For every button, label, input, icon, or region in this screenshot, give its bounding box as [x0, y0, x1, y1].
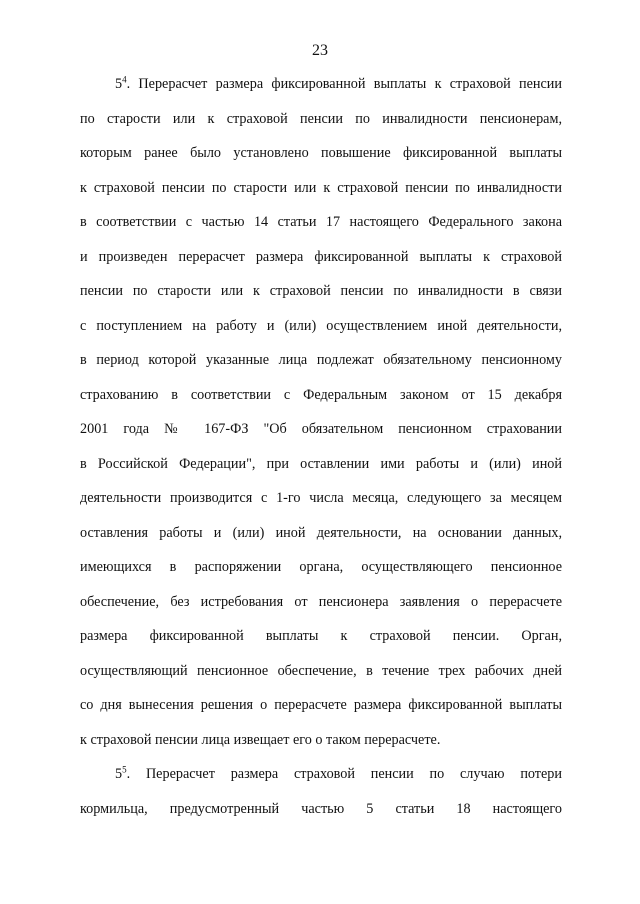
paragraph-1-line-16: обеспечение, без истребования от пенсионера заявления о перерасчете	[80, 593, 562, 610]
paragraph-1-line-20: к страховой пенсии лица извещает его о таком перерасчете.	[80, 731, 441, 748]
paragraph-2-line-1-text: . Перерасчет размера страховой пенсии по случаю потери	[126, 766, 562, 782]
paragraph-1-line-7: пенсии по старости или к страховой пенсии по инвалидности в связи	[80, 283, 562, 299]
paragraph-2-line-2: кормильца, предусмотренный частью 5 статьи 18 настоящего	[80, 800, 562, 817]
paragraph-1-line-12: в Российской Федерации", при оставлении ими работы и (или) иной	[80, 455, 562, 472]
paragraph-1-line-14: оставления работы и (или) иной деятельности, на основании данных,	[80, 524, 562, 541]
paragraph-1-line-1	[80, 74, 562, 109]
paragraph-1-marker: 5	[115, 76, 123, 92]
paragraph-1-line-9: в период которой указанные лица подлежат обязательному пенсионному	[80, 352, 562, 368]
document-body	[80, 74, 562, 833]
paragraph-1-line-18: осуществляющий пенсионное обеспечение, в течение трех рабочих дней	[80, 662, 562, 679]
paragraph-1-line-6: и произведен перерасчет размера фиксированной выплаты к страховой	[80, 248, 562, 265]
paragraph-1-line-3: которым ранее было установлено повышение фиксированной выплаты	[80, 145, 562, 161]
paragraph-1-line-8: с поступлением на работу и (или) осуществлением иной деятельности,	[80, 317, 562, 334]
paragraph-1-marker-superscript: 4	[122, 74, 127, 85]
paragraph-1-line-2: по старости или к страховой пенсии по инвалидности пенсионерам,	[80, 110, 562, 127]
paragraph-1-line-19: со дня вынесения решения о перерасчете размера фиксированной выплаты	[80, 697, 562, 713]
paragraph-1-line-13: деятельности производится с 1-го числа месяца, следующего за месяцем	[80, 490, 562, 506]
paragraph-1-line-1-text: . Перерасчет размера фиксированной выплаты к страховой пенсии	[126, 76, 562, 92]
paragraph-1-line-4: к страховой пенсии по старости или к страховой пенсии по инвалидности	[80, 179, 562, 196]
paragraph-2-line-1	[80, 764, 562, 799]
paragraph-2-marker: 5	[115, 766, 123, 782]
paragraph-1-line-15: имеющихся в распоряжении органа, осуществляющего пенсионное	[80, 559, 562, 575]
page-number: 23	[312, 42, 328, 59]
paragraph-1-line-5: в соответствии с частью 14 статьи 17 настоящего Федерального закона	[80, 214, 562, 230]
paragraph-1-line-11: 2001 года № 167-ФЗ "Об обязательном пенсионном страховании	[80, 421, 562, 437]
paragraph-1-line-10: страхованию в соответствии с Федеральным законом от 15 декабря	[80, 386, 562, 403]
paragraph-2-marker-superscript: 5	[122, 764, 127, 775]
paragraph-1-line-17: размера фиксированной выплаты к страховой пенсии. Орган,	[80, 628, 562, 644]
